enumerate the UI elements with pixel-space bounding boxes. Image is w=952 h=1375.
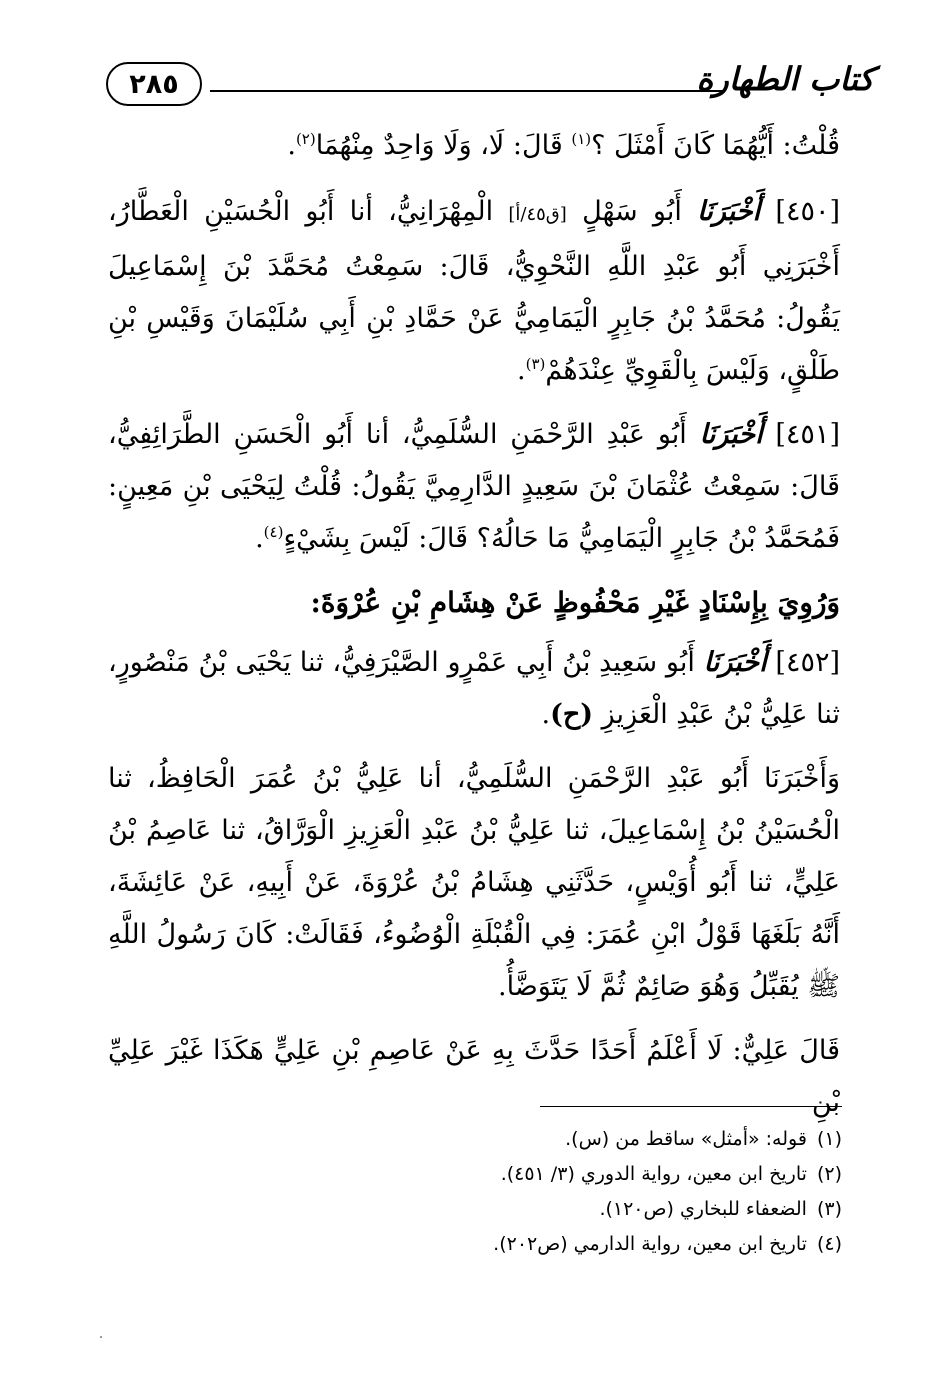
- paragraph-text: أَبُو عَبْدِ الرَّحْمَنِ السُّلَمِيُّ، أنا أَبُو الْحَسَنِ الطَّرَائِفِيُّ، قَالَ: سَمِعْتُ عُثْمَانَ بْنَ سَعِيدٍ الدَّارِمِيَّ يَقُولُ: قُلْتُ لِيَحْيَى بْنِ مَعِينٍ: فَمُحَمَّدُ بْنُ جَابِرٍ الْيَمَامِيُّ مَا حَالُهُ؟ قَالَ: لَيْسَ بِشَيْءٍ: [108, 419, 840, 554]
- page-number: ٢٨٥: [106, 62, 202, 106]
- footnote-number: (٢): [816, 1163, 842, 1185]
- footnote-number: (٣): [816, 1198, 842, 1220]
- footnote-1: [242, 1122, 842, 1157]
- page-header: [92, 58, 874, 114]
- paragraph-end: .: [517, 355, 526, 386]
- footnote-text: تاريخ ابن معين، رواية الدارمي (ص٢٠٢).: [493, 1233, 807, 1255]
- footnote-3: [242, 1192, 842, 1227]
- paragraph-intro: [108, 120, 840, 172]
- footnote-number: (١): [816, 1128, 842, 1150]
- intro-text-2: قَالَ: لَا، وَلَا وَاحِدٌ مِنْهُمَا: [315, 130, 572, 161]
- paragraph-text-2: الْمِهْرَانِيُّ، أنا أَبُو الْحُسَيْنِ الْعَطَّارُ، أَخْبَرَنِي أَبُو عَبْدِ اللَّهِ النَّحْوِيُّ، قَالَ: سَمِعْتُ مُحَمَّدَ بْنَ إِسْمَاعِيلَ يَقُولُ: مُحَمَّدُ بْنُ جَابِرٍ الْيَمَامِيُّ عَنْ حَمَّادِ بْنِ أَبِي سُلَيْمَانَ وَقَيْسِ بْنِ طَلْقٍ، وَلَيْسَ بِالْقَوِيِّ عِنْدَهُمْ: [108, 196, 840, 386]
- footnote-ref-1: (١): [571, 130, 592, 148]
- intro-text: قُلْتُ: أَيُّهُمَا كَانَ أَمْثَلَ ؟: [591, 130, 840, 161]
- footnote-4: [242, 1227, 842, 1262]
- footnote-text: الضعفاء للبخاري (ص١٢٠).: [599, 1198, 807, 1220]
- book-title: كتاب الطهارة: [696, 60, 874, 98]
- footnote-ref-4: (٤): [263, 523, 284, 541]
- footnote-ref-3: (٣): [525, 355, 546, 373]
- footnote-separator: [540, 1106, 842, 1107]
- main-text: [108, 120, 840, 1141]
- footnote-number: (٤): [816, 1233, 842, 1255]
- paragraph-end: .: [255, 523, 264, 554]
- akhbarana-word: أَخْبَرَنَا: [703, 647, 767, 678]
- akhbarana-word: أَخْبَرَنَا: [699, 419, 763, 450]
- header-rule: [210, 90, 724, 92]
- footnote-ref-2: (٢): [295, 130, 316, 148]
- paragraph-qal-ali: قَالَ عَلِيٌّ: لَا أَعْلَمُ أَحَدًا حَدَّثَ بِهِ عَنْ عَاصِمِ بْنِ عَلِيٍّ هَكَذَا غَيْرَ عَلِيِّ بْنِ: [108, 1035, 840, 1118]
- hadith-number: [٤٥٢]: [766, 647, 840, 678]
- akhbarana-word: أَخْبَرَنَا: [697, 196, 761, 227]
- paragraph-450: [108, 186, 840, 397]
- paragraph-451: [108, 409, 840, 565]
- paragraph-text: أَبُو سَهْلٍ: [566, 196, 698, 227]
- hadith-number: [٤٥١]: [762, 419, 840, 450]
- hadith-number: [٤٥٠]: [760, 196, 840, 227]
- intro-end: .: [287, 130, 296, 161]
- paragraph-452: [108, 637, 840, 741]
- paragraph-end: .: [541, 699, 551, 730]
- footnote-2: [242, 1157, 842, 1192]
- section-heading: وَرُوِيَ بِإِسْنَادٍ غَيْرِ مَحْفُوظٍ عَنْ هِشَامِ بْنِ عُرْوَةَ:: [310, 586, 840, 619]
- tahwil-marker: (ح): [550, 699, 594, 730]
- paragraph-wa-akhbarana: وَأَخْبَرَنَا أَبُو عَبْدِ الرَّحْمَنِ السُّلَمِيُّ، أنا عَلِيُّ بْنُ عُمَرَ الْحَافِظُ، ثنا الْحُسَيْنُ بْنُ إِسْمَاعِيلَ، ثنا عَلِيُّ بْنُ عَبْدِ الْعَزِيزِ الْوَرَّاقُ، ثنا عَاصِمُ بْنُ عَلِيٍّ، ثنا أَبُو أُوَيْسٍ، حَدَّثَنِي هِشَامُ بْنُ عُرْوَةَ، عَنْ أَبِيهِ، عَنْ عَائِشَةَ، أَنَّهُ بَلَغَهَا قَوْلُ ابْنِ عُمَرَ: فِي الْقُبْلَةِ الْوُضُوءُ، فَقَالَتْ: كَانَ رَسُولُ اللَّهِ ﷺ يُقَبِّلُ وَهُوَ صَائِمٌ ثُمَّ لَا يَتَوَضَّأُ.: [108, 763, 840, 1002]
- footnote-text: تاريخ ابن معين، رواية الدوري (٣/ ٤٥١).: [500, 1163, 807, 1185]
- footnote-text: قوله: «أمثل» ساقط من (س).: [565, 1128, 807, 1150]
- paragraph-text: أَبُو سَعِيدِ بْنُ أَبِي عَمْرٍو الصَّيْرَفِيُّ، ثنا يَحْيَى بْنُ مَنْصُورٍ، ثنا عَلِيُّ بْنُ عَبْدِ الْعَزِيزِ: [108, 647, 840, 730]
- scan-speck: [100, 1336, 102, 1338]
- manuscript-ref: [ق٤٥/أ]: [508, 204, 567, 225]
- footnotes: [242, 1122, 842, 1262]
